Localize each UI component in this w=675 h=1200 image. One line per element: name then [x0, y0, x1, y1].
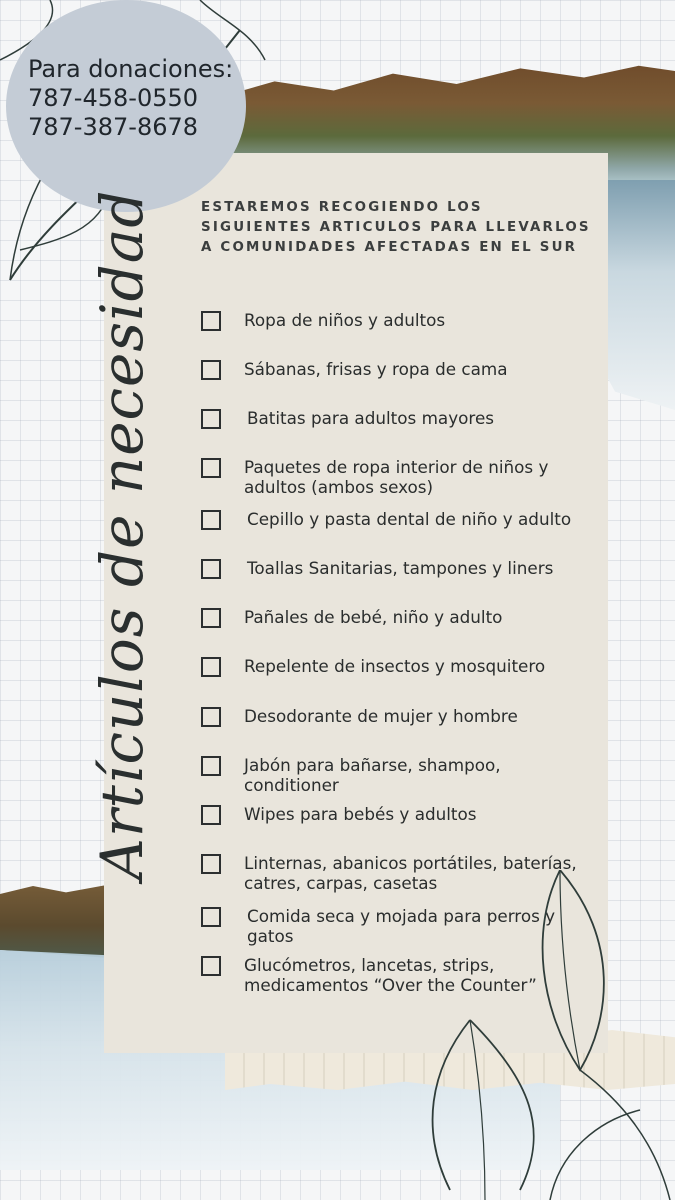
heading-line: ESTAREMOS RECOGIENDO LOS: [201, 200, 483, 215]
item-label: Comida seca y mojada para perros y gatos: [247, 906, 556, 946]
item-label: Wipes para bebés y adultos: [244, 804, 477, 824]
checklist-item: [201, 408, 582, 429]
checklist-item: [201, 457, 579, 497]
checklist-item: [201, 607, 579, 628]
vertical-title: Artículos de necesidad: [88, 189, 156, 880]
checkbox-icon: [201, 657, 221, 677]
item-label: Paquetes de ropa interior de niños y adultos (ambos sexos): [244, 457, 549, 497]
donation-label: Para donaciones:: [28, 55, 234, 83]
donation-phone-1: 787-458-0550: [28, 84, 199, 112]
checkbox-icon: [201, 360, 221, 380]
checklist-item: [201, 706, 579, 727]
item-label: Ropa de niños y adultos: [244, 310, 446, 330]
heading-line: A COMUNIDADES AFECTADAS EN EL SUR: [201, 240, 578, 255]
item-label: Repelente de insectos y mosquitero: [244, 656, 546, 676]
checkbox-icon: [201, 559, 221, 579]
checkbox-icon: [201, 510, 221, 530]
checkbox-icon: [201, 458, 221, 478]
checkbox-icon: [201, 956, 221, 976]
mountain-collage-left: [0, 878, 110, 958]
checklist-item: [201, 656, 579, 677]
checkbox-icon: [201, 707, 221, 727]
checkbox-icon: [201, 311, 221, 331]
donation-phone-2: 787-387-8678: [28, 113, 199, 141]
item-label: Desodorante de mujer y hombre: [244, 706, 518, 726]
checklist-item: [201, 310, 579, 331]
heading-line: SIGUIENTES ARTICULOS PARA LLEVARLOS: [201, 220, 591, 235]
checklist-item: [201, 509, 582, 530]
item-label: Glucómetros, lancetas, strips, medicamentos “Over the Counter”: [244, 955, 537, 995]
checkbox-icon: [201, 608, 221, 628]
checklist-item: [201, 804, 579, 825]
item-label: Cepillo y pasta dental de niño y adulto: [247, 509, 572, 529]
item-label: Toallas Sanitarias, tampones y liners: [247, 558, 554, 578]
checkbox-icon: [201, 854, 221, 874]
checklist-item: [201, 755, 579, 795]
checkbox-icon: [201, 907, 221, 927]
checkbox-icon: [201, 409, 221, 429]
checkbox-icon: [201, 805, 221, 825]
checklist-item: [201, 359, 579, 380]
leaf-illustration-bottom-icon: [410, 870, 675, 1200]
checklist-item: [201, 558, 582, 579]
item-label: Jabón para bañarse, shampoo, conditioner: [244, 755, 501, 795]
checklist-heading: [201, 198, 601, 258]
item-label: Batitas para adultos mayores: [247, 408, 495, 428]
item-label: Linternas, abanicos portátiles, baterías, catres, carpas, casetas: [244, 853, 577, 893]
checkbox-icon: [201, 756, 221, 776]
item-label: Pañales de bebé, niño y adulto: [244, 607, 503, 627]
sky-collage-right: [600, 180, 675, 410]
donation-info: [28, 55, 233, 142]
item-label: Sábanas, frisas y ropa de cama: [244, 359, 508, 379]
